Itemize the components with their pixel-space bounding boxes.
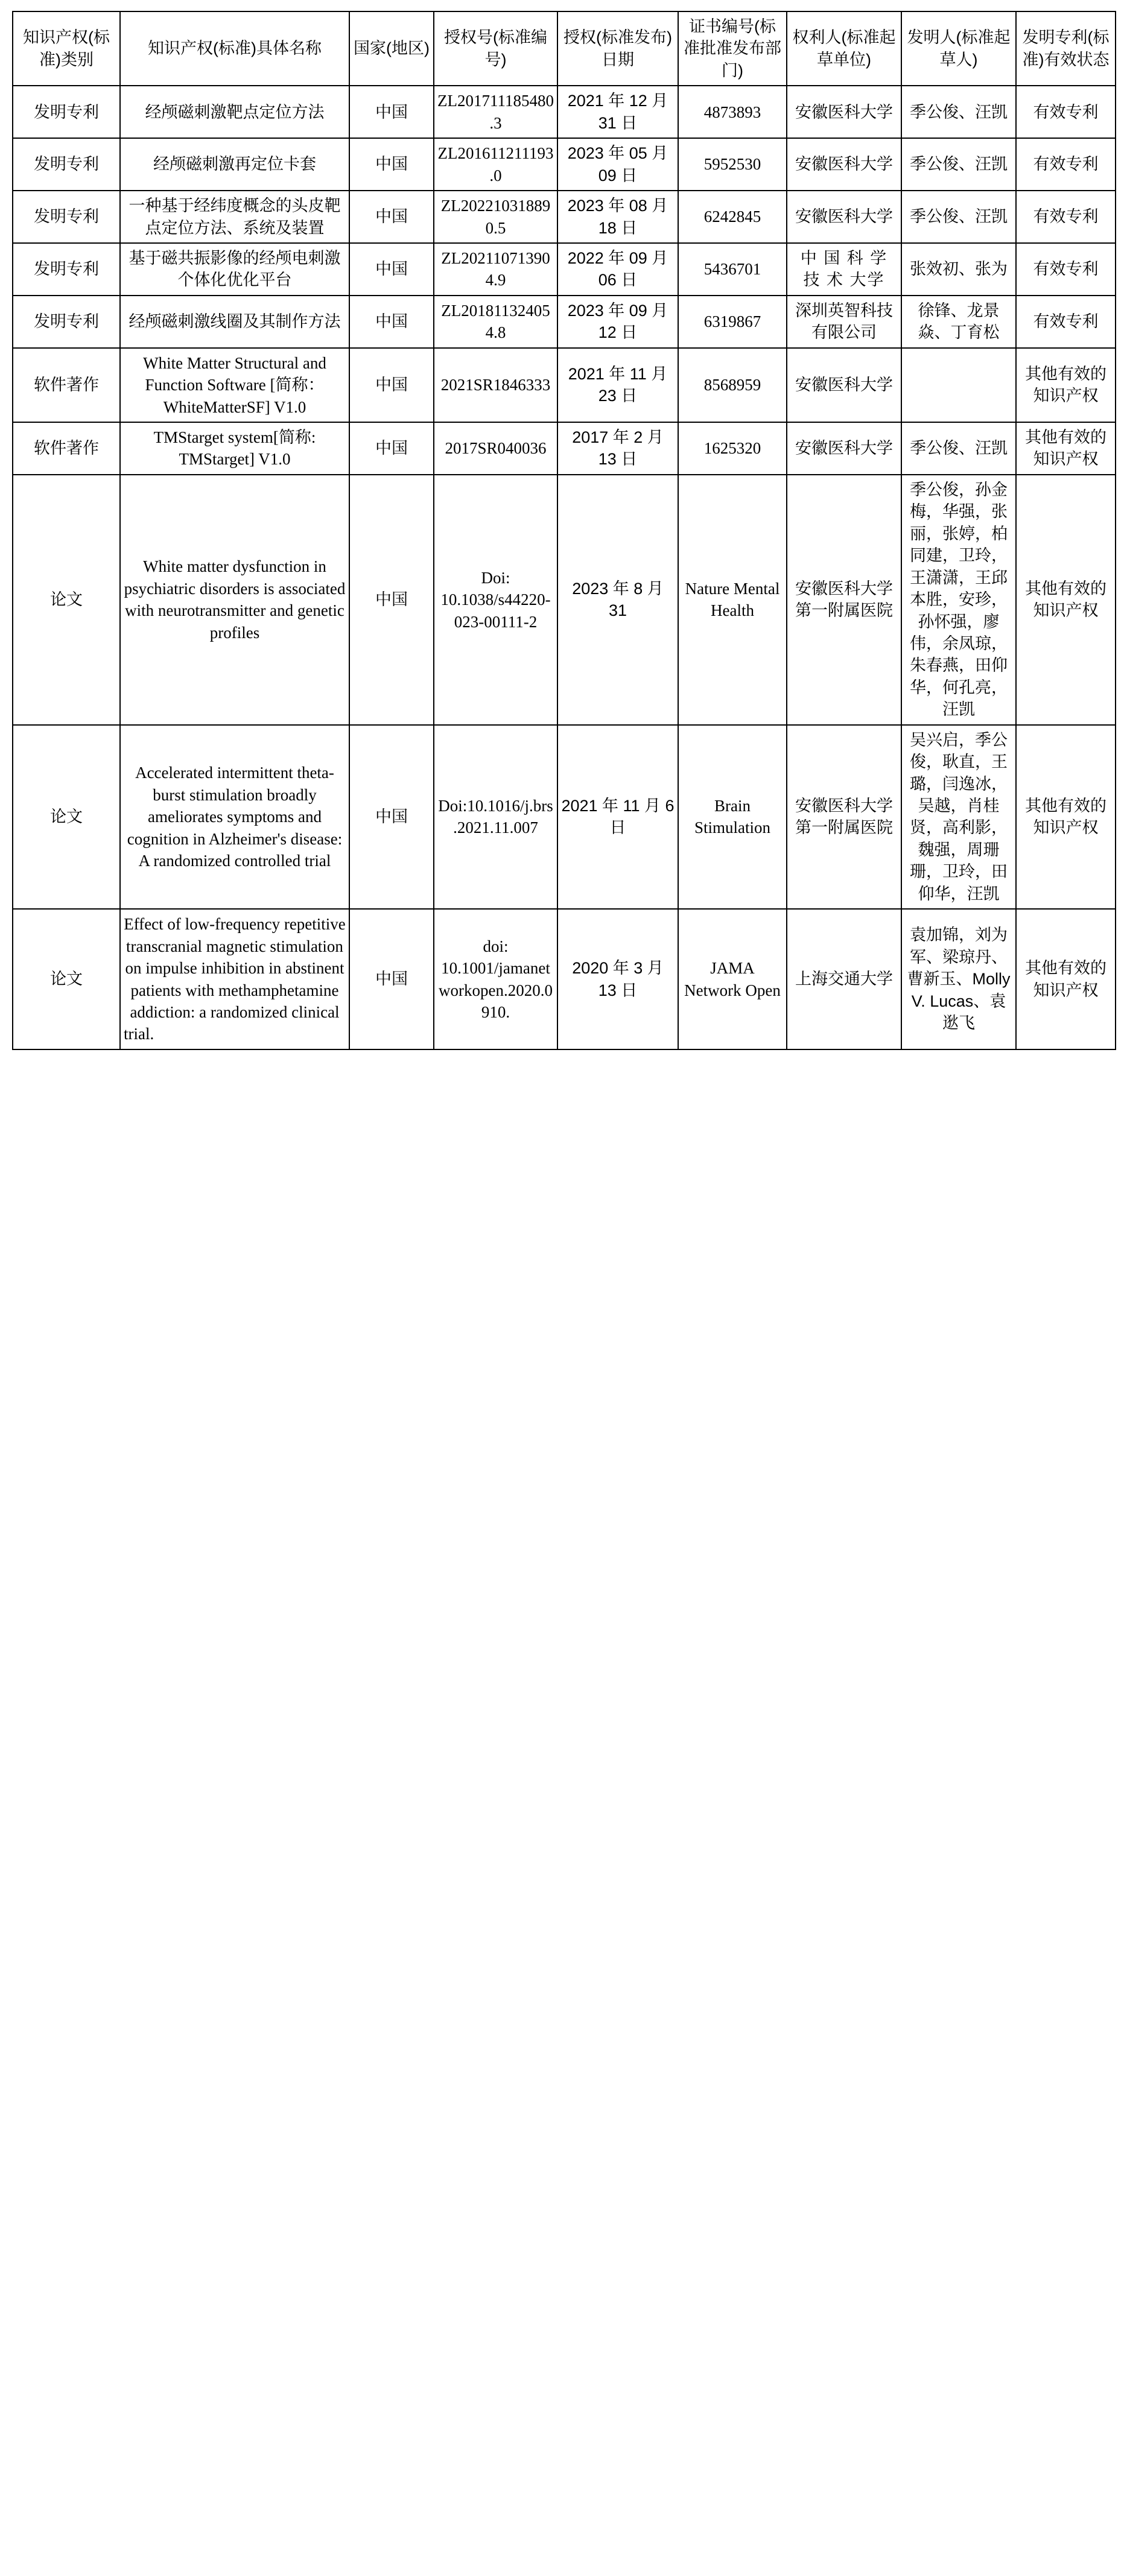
cell-owner: 安徽医科大学 xyxy=(787,86,901,138)
table-row xyxy=(13,138,1116,191)
cell-status: 其他有效的知识产权 xyxy=(1016,725,1116,910)
cell-owner: 深圳英智科技有限公司 xyxy=(787,296,901,348)
cell-grant-date: 2020 年 3 月 13 日 xyxy=(557,909,678,1049)
cell-cert-no: JAMA Network Open xyxy=(678,909,787,1049)
cell-cert-no: 5952530 xyxy=(678,138,787,191)
cell-grant-date: 2023 年 05 月 09 日 xyxy=(557,138,678,191)
header-owner: 权利人(标准起草单位) xyxy=(787,11,901,86)
header-cert-no: 证书编号(标准批准发布部门) xyxy=(678,11,787,86)
cell-grant-no: ZL201711185480.3 xyxy=(434,86,557,138)
cell-grant-no: Doi:10.1016/j.brs.2021.11.007 xyxy=(434,725,557,910)
cell-cert-no: 6242845 xyxy=(678,191,787,243)
cell-category: 论文 xyxy=(13,725,120,910)
cell-status: 其他有效的知识产权 xyxy=(1016,422,1116,475)
cell-name: 一种基于经纬度概念的头皮靶点定位方法、系统及装置 xyxy=(120,191,349,243)
cell-category: 发明专利 xyxy=(13,191,120,243)
cell-inventors: 季公俊，孙金梅，华强，张丽，张婷，柏同建，卫玲，王潇潇，王邱本胜，安珍，孙怀强，廖伟，余凤琼，朱春燕，田仰华，何孔亮，汪凯 xyxy=(901,475,1016,725)
cell-grant-no: Doi: 10.1038/s44220-023-00111-2 xyxy=(434,475,557,725)
cell-inventors: 季公俊、汪凯 xyxy=(901,138,1016,191)
cell-cert-no: Nature Mental Health xyxy=(678,475,787,725)
cell-owner: 安徽医科大学 xyxy=(787,422,901,475)
header-grant-date: 授权(标准发布)日期 xyxy=(557,11,678,86)
cell-category: 发明专利 xyxy=(13,243,120,296)
header-row xyxy=(13,11,1116,86)
cell-grant-date: 2023 年 09 月 12 日 xyxy=(557,296,678,348)
cell-cert-no: 8568959 xyxy=(678,348,787,422)
cell-country: 中国 xyxy=(349,909,434,1049)
table-row xyxy=(13,725,1116,910)
cell-country: 中国 xyxy=(349,243,434,296)
cell-name: White Matter Structural and Function Software [简称：WhiteMatterSF] V1.0 xyxy=(120,348,349,422)
cell-owner: 中 国 科 学 技 术 大学 xyxy=(787,243,901,296)
cell-grant-date: 2017 年 2 月 13 日 xyxy=(557,422,678,475)
header-grant-no: 授权号(标准编号) xyxy=(434,11,557,86)
header-name: 知识产权(标准)具体名称 xyxy=(120,11,349,86)
cell-owner: 安徽医科大学第一附属医院 xyxy=(787,725,901,910)
table-row xyxy=(13,296,1116,348)
cell-inventors: 季公俊、汪凯 xyxy=(901,86,1016,138)
cell-name: 基于磁共振影像的经颅电刺激个体化优化平台 xyxy=(120,243,349,296)
table-body xyxy=(13,86,1116,1049)
cell-country: 中国 xyxy=(349,296,434,348)
cell-grant-date: 2021 年 11 月 23 日 xyxy=(557,348,678,422)
cell-inventors: 季公俊、汪凯 xyxy=(901,191,1016,243)
cell-owner: 上海交通大学 xyxy=(787,909,901,1049)
cell-status: 其他有效的知识产权 xyxy=(1016,909,1116,1049)
document-page xyxy=(0,0,1127,1068)
cell-owner: 安徽医科大学第一附属医院 xyxy=(787,475,901,725)
cell-cert-no: 1625320 xyxy=(678,422,787,475)
cell-country: 中国 xyxy=(349,422,434,475)
cell-category: 发明专利 xyxy=(13,138,120,191)
cell-status: 有效专利 xyxy=(1016,138,1116,191)
cell-country: 中国 xyxy=(349,138,434,191)
cell-owner: 安徽医科大学 xyxy=(787,348,901,422)
table-row xyxy=(13,191,1116,243)
cell-name: 经颅磁刺激靶点定位方法 xyxy=(120,86,349,138)
table-row xyxy=(13,86,1116,138)
cell-grant-no: 2021SR1846333 xyxy=(434,348,557,422)
cell-category: 论文 xyxy=(13,909,120,1049)
cell-cert-no: 4873893 xyxy=(678,86,787,138)
cell-status: 其他有效的知识产权 xyxy=(1016,348,1116,422)
cell-inventors: 吴兴启，季公俊，耿直，王璐，闫逸冰，吴越，肖桂贤，高利影，魏强，周珊珊，卫玲，田仰华，汪凯 xyxy=(901,725,1016,910)
cell-inventors: 张效初、张为 xyxy=(901,243,1016,296)
cell-status: 有效专利 xyxy=(1016,191,1116,243)
table-header xyxy=(13,11,1116,86)
cell-country: 中国 xyxy=(349,725,434,910)
cell-grant-no: 2017SR040036 xyxy=(434,422,557,475)
cell-grant-no: ZL202110713904.9 xyxy=(434,243,557,296)
cell-owner: 安徽医科大学 xyxy=(787,191,901,243)
cell-country: 中国 xyxy=(349,475,434,725)
cell-category: 论文 xyxy=(13,475,120,725)
cell-inventors: 季公俊、汪凯 xyxy=(901,422,1016,475)
header-category: 知识产权(标准)类别 xyxy=(13,11,120,86)
table-row xyxy=(13,909,1116,1049)
cell-category: 软件著作 xyxy=(13,348,120,422)
cell-category: 软件著作 xyxy=(13,422,120,475)
cell-grant-no: ZL201811324054.8 xyxy=(434,296,557,348)
cell-name: 经颅磁刺激线圈及其制作方法 xyxy=(120,296,349,348)
cell-grant-no: ZL202210318890.5 xyxy=(434,191,557,243)
header-inventors: 发明人(标准起草人) xyxy=(901,11,1016,86)
cell-grant-date: 2021 年 12 月 31 日 xyxy=(557,86,678,138)
cell-name: Accelerated intermittent theta-burst stimulation broadly ameliorates symptoms and cognition in Alzheimer's disease: A randomized controlled trial xyxy=(120,725,349,910)
cell-status: 其他有效的知识产权 xyxy=(1016,475,1116,725)
cell-cert-no: 6319867 xyxy=(678,296,787,348)
table-row xyxy=(13,243,1116,296)
cell-owner: 安徽医科大学 xyxy=(787,138,901,191)
cell-country: 中国 xyxy=(349,348,434,422)
table-row xyxy=(13,422,1116,475)
cell-grant-no: ZL201611211193.0 xyxy=(434,138,557,191)
cell-inventors: 袁加锦，刘为军、梁琼丹、曹新玉、Molly V. Lucas、袁逖飞 xyxy=(901,909,1016,1049)
table-row xyxy=(13,475,1116,725)
cell-grant-date: 2021 年 11 月 6 日 xyxy=(557,725,678,910)
cell-name: TMStarget system[简称: TMStarget] V1.0 xyxy=(120,422,349,475)
cell-country: 中国 xyxy=(349,191,434,243)
cell-name: 经颅磁刺激再定位卡套 xyxy=(120,138,349,191)
cell-name: Effect of low-frequency repetitive transcranial magnetic stimulation on impulse inhibition in abstinent patients with methamphetamine addiction: a randomized clinical trial. xyxy=(120,909,349,1049)
cell-country: 中国 xyxy=(349,86,434,138)
table-row xyxy=(13,348,1116,422)
cell-status: 有效专利 xyxy=(1016,243,1116,296)
cell-cert-no: Brain Stimulation xyxy=(678,725,787,910)
cell-grant-date: 2023 年 08 月 18 日 xyxy=(557,191,678,243)
cell-inventors xyxy=(901,348,1016,422)
cell-inventors: 徐锋、龙景焱、丁育松 xyxy=(901,296,1016,348)
cell-cert-no: 5436701 xyxy=(678,243,787,296)
header-country: 国家(地区) xyxy=(349,11,434,86)
cell-grant-date: 2023 年 8 月 31 xyxy=(557,475,678,725)
header-status: 发明专利(标准)有效状态 xyxy=(1016,11,1116,86)
cell-status: 有效专利 xyxy=(1016,296,1116,348)
cell-status: 有效专利 xyxy=(1016,86,1116,138)
cell-name: White matter dysfunction in psychiatric disorders is associated with neurotransmitter and genetic profiles xyxy=(120,475,349,725)
cell-category: 发明专利 xyxy=(13,296,120,348)
cell-grant-date: 2022 年 09 月 06 日 xyxy=(557,243,678,296)
cell-grant-no: doi: 10.1001/jamanetworkopen.2020.0910. xyxy=(434,909,557,1049)
intellectual-property-table xyxy=(12,11,1116,1050)
cell-category: 发明专利 xyxy=(13,86,120,138)
